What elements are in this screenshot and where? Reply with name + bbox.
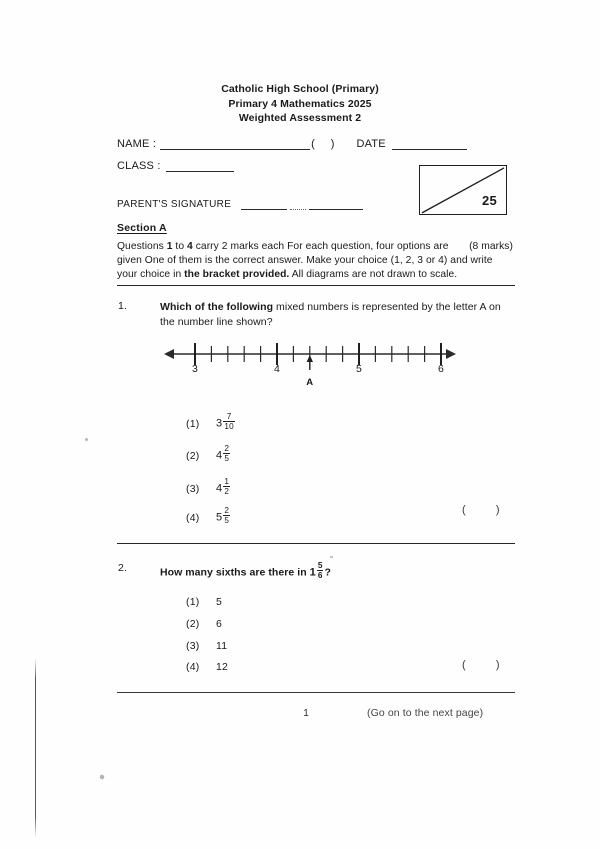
- name-field-row: [117, 138, 467, 150]
- section-marks-note: (8 marks): [469, 241, 513, 252]
- question-1-answer-bracket[interactable]: [462, 504, 500, 516]
- question-2-number: 2.: [118, 562, 128, 574]
- fraction-denominator: 5: [224, 454, 230, 464]
- class-input-rule[interactable]: [166, 160, 234, 172]
- option-label: (4): [186, 661, 200, 673]
- parent-signature-rule-dotted: [290, 198, 306, 210]
- option-label: (1): [186, 596, 200, 608]
- school-name: Catholic High School (Primary): [221, 83, 379, 95]
- fraction: [223, 444, 230, 463]
- bracket-close: ): [495, 659, 500, 671]
- fraction-denominator: 2: [224, 487, 230, 497]
- fraction-numerator: 2: [224, 506, 230, 516]
- fraction-numerator: 7: [226, 412, 232, 422]
- mixed-whole: 4: [216, 482, 223, 495]
- parent-signature-rule[interactable]: [241, 198, 287, 210]
- question-1-number: 1.: [118, 300, 128, 312]
- marker-a-arrow-icon: [307, 355, 313, 362]
- option-value: [216, 507, 231, 526]
- fraction-denominator: 10: [224, 422, 234, 432]
- question-2-text: [160, 562, 460, 581]
- bracket-open: (: [462, 659, 466, 671]
- question-1-text-bold: Which of the following: [160, 301, 277, 313]
- number-line-labels: [160, 363, 460, 388]
- question-1-text-rest: mixed numbers is represented by the letter A on the number line shown?: [160, 301, 501, 328]
- page-header: [0, 82, 600, 126]
- option-label: (4): [186, 511, 200, 524]
- mixed-whole: 5: [216, 511, 223, 524]
- question-1-text: [160, 300, 515, 329]
- total-marks-box: [419, 165, 507, 215]
- question-2-option-1[interactable]: [186, 596, 222, 608]
- mixed-whole: 4: [216, 449, 223, 462]
- option-label: (3): [186, 640, 200, 652]
- question-1-option-1[interactable]: [186, 413, 236, 432]
- arrow-left-icon: [164, 349, 174, 359]
- instructions-text-d: All diagrams are not drawn to scale.: [289, 269, 458, 281]
- name-label: NAME :: [117, 138, 157, 150]
- question-divider: [117, 543, 515, 544]
- page-number: 1: [303, 708, 309, 719]
- class-label: CLASS :: [117, 160, 161, 172]
- option-label: (3): [186, 482, 200, 495]
- number-line-tick-label-4: 4: [273, 363, 281, 375]
- question-1-option-4[interactable]: [186, 507, 231, 526]
- option-value: 6: [216, 618, 223, 630]
- option-value: [216, 413, 236, 432]
- name-index-paren-close: ): [330, 138, 335, 150]
- footer-divider: [117, 692, 515, 693]
- parent-signature-label: PARENT'S SIGNATURE: [117, 199, 232, 210]
- number-line-tick-label-3: 3: [191, 363, 199, 375]
- option-label: (1): [186, 417, 200, 430]
- fraction: [317, 561, 324, 580]
- scan-artifact-speck: [85, 438, 88, 441]
- fraction: [223, 506, 230, 525]
- option-value: 12: [216, 661, 229, 673]
- section-instructions: [117, 240, 513, 283]
- question-2-option-4[interactable]: [186, 661, 228, 673]
- arrow-right-icon: [446, 349, 456, 359]
- number-line-tick-label-5: 5: [355, 363, 363, 375]
- option-value: [216, 445, 231, 464]
- parent-signature-row: [117, 198, 363, 210]
- option-value: 5: [216, 596, 223, 608]
- question-1-option-3[interactable]: [186, 478, 231, 497]
- subject-line: Primary 4 Mathematics 2025: [228, 97, 372, 110]
- assessment-line: Weighted Assessment 2: [238, 112, 362, 124]
- fraction: [223, 412, 235, 431]
- option-value: 11: [216, 640, 228, 652]
- question-2-answer-bracket[interactable]: [462, 659, 500, 671]
- date-label: DATE: [356, 138, 386, 150]
- parent-signature-rule-2[interactable]: [309, 198, 363, 210]
- continuation-note: (Go on to the next page): [367, 707, 484, 719]
- scan-artifact-vertical-line: [35, 658, 36, 838]
- mixed-whole: 1: [309, 566, 316, 579]
- instructions-bold-4: 4: [187, 241, 193, 252]
- instructions-text-a: Questions: [117, 241, 167, 252]
- scan-artifact-speck: [330, 556, 333, 558]
- fraction: [223, 477, 230, 496]
- fraction-numerator: 5: [317, 561, 323, 571]
- question-2-option-3[interactable]: [186, 640, 227, 652]
- instructions-bold-1: 1: [166, 241, 173, 252]
- option-value: [216, 478, 231, 497]
- total-marks-value: 25: [481, 193, 497, 208]
- mixed-whole: 3: [216, 417, 223, 430]
- question-2-option-2[interactable]: [186, 618, 222, 630]
- number-line-tick-label-6: 6: [437, 363, 445, 375]
- instructions-bold-bracket: the bracket provided.: [184, 269, 290, 281]
- fraction-numerator: 2: [224, 444, 230, 454]
- instructions-text-b: to: [172, 241, 188, 252]
- fraction-numerator: 1: [224, 477, 230, 487]
- bracket-open: (: [462, 504, 466, 516]
- name-index-paren-open: (: [311, 138, 315, 150]
- date-input-rule[interactable]: [392, 138, 467, 150]
- number-line-marker-label-a: A: [306, 377, 314, 388]
- question-1-option-2[interactable]: [186, 445, 231, 464]
- section-divider-top: [117, 285, 515, 286]
- option-label: (2): [186, 618, 200, 630]
- question-2-text-tail: ?: [324, 566, 331, 579]
- scan-artifact-speck: [99, 774, 104, 779]
- instructions-text-c: carry 2 marks each For each question, four options are given One of them is the correct answer. Make your choice (1, 2, 3 or 4) and write your choice in: [117, 241, 493, 281]
- fraction-denominator: 5: [224, 516, 230, 526]
- fraction-denominator: 6: [317, 571, 323, 581]
- question-2-mixed-number: [310, 562, 325, 581]
- question-2-text-bold: How many sixths are there in: [160, 566, 310, 579]
- name-input-rule[interactable]: [160, 138, 310, 150]
- class-field-row: [117, 160, 234, 172]
- option-label: (2): [186, 449, 200, 462]
- bracket-close: ): [495, 504, 500, 516]
- section-title: Section A: [117, 222, 167, 234]
